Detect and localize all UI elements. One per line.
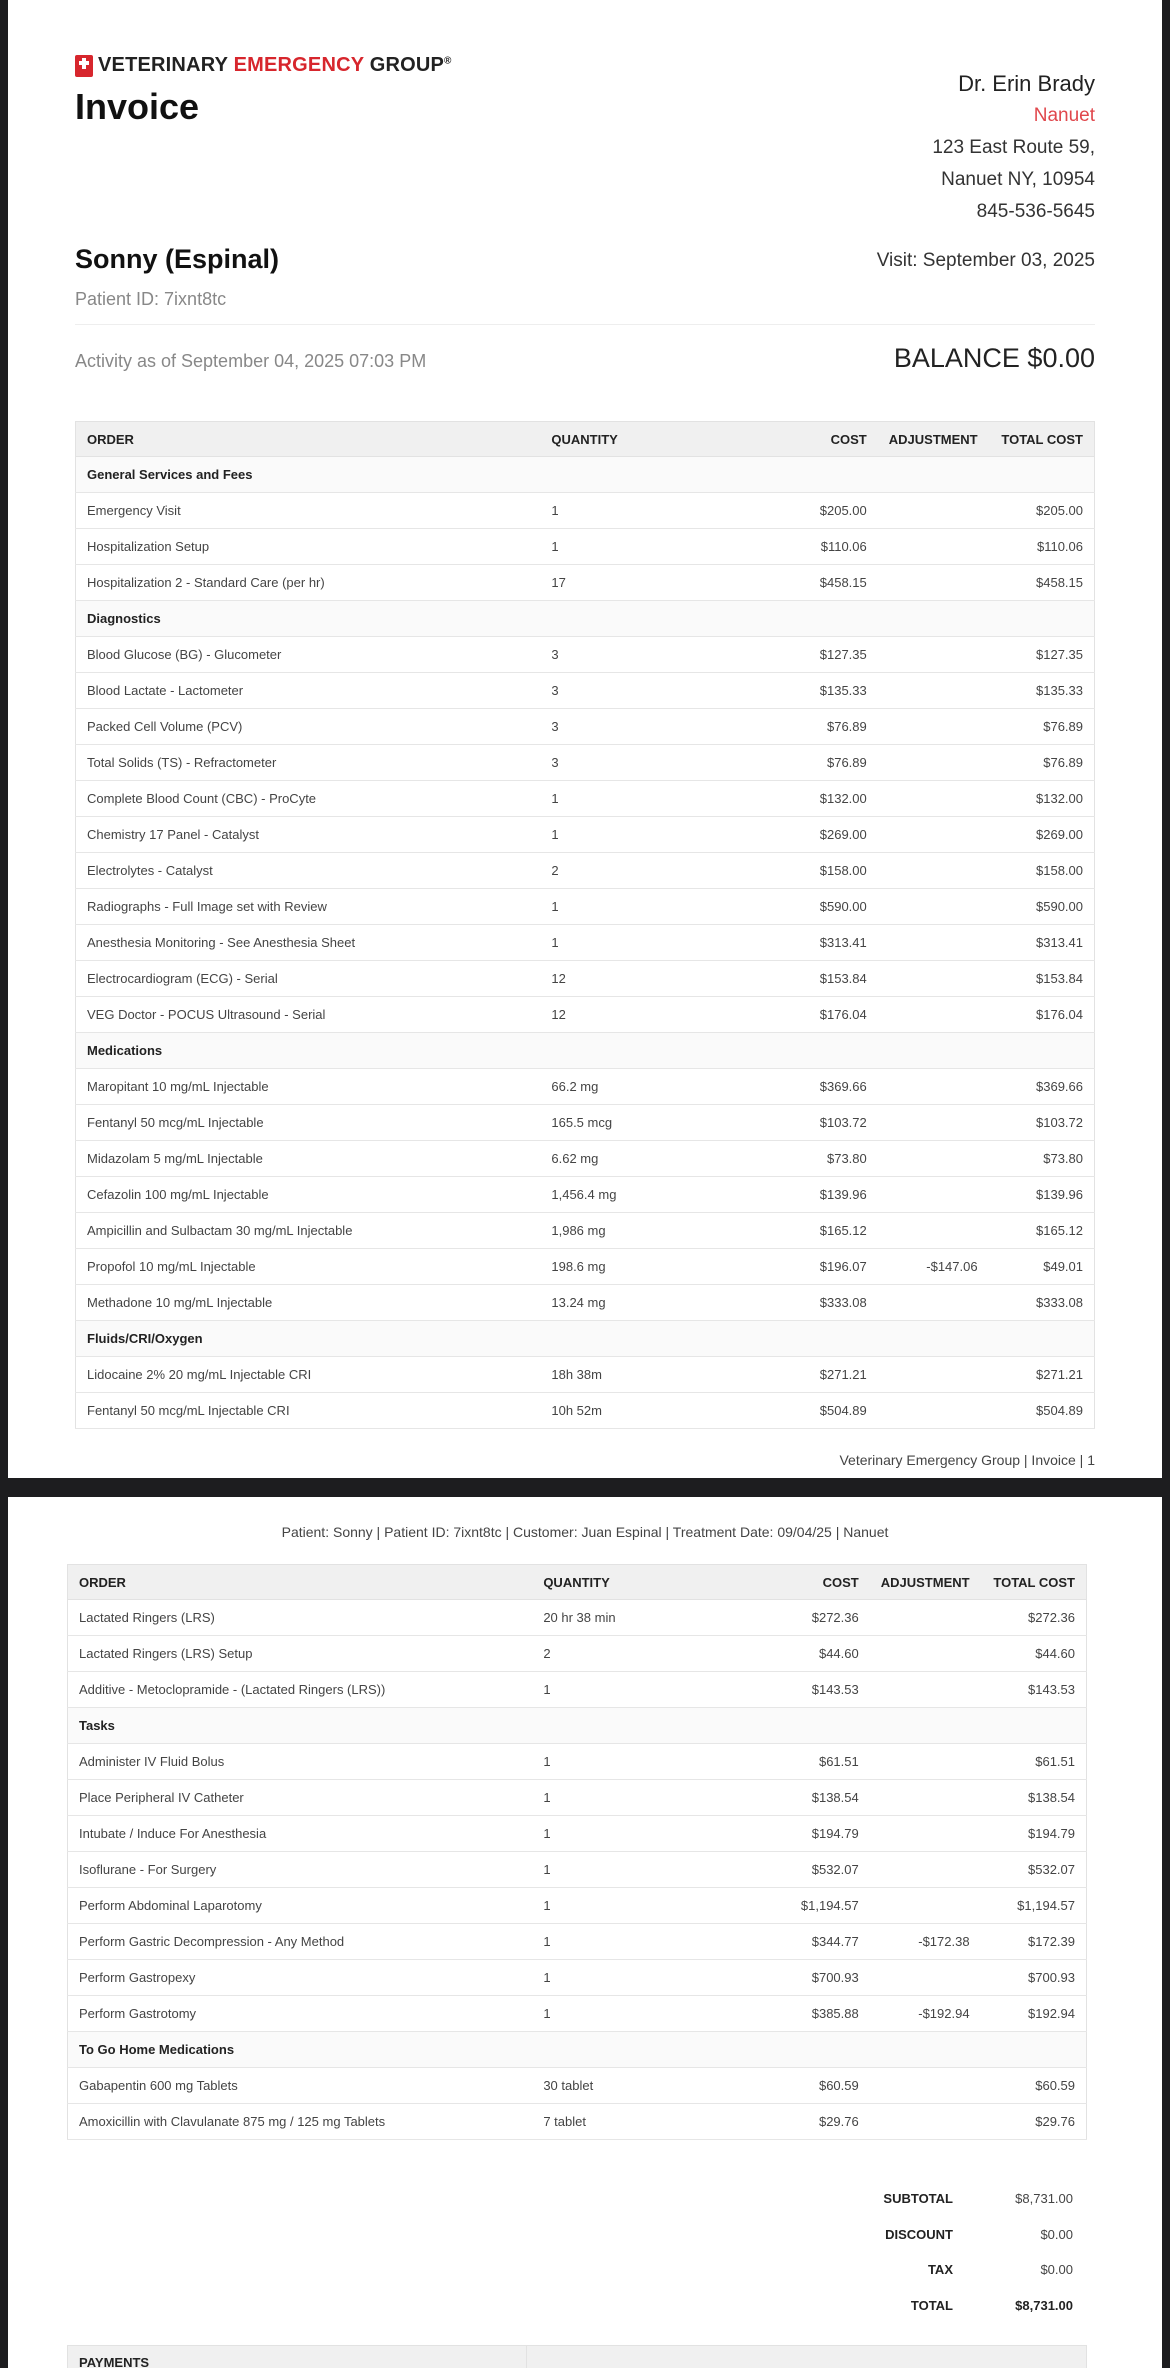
balance: BALANCE $0.00: [893, 343, 1095, 373]
cell-order: Propofol 10 mg/mL Injectable: [76, 1249, 541, 1285]
cell-total-cost: $590.00: [989, 889, 1095, 925]
section-title: Medications: [76, 1033, 1095, 1069]
cell-total-cost: $269.00: [989, 817, 1095, 853]
doctor-name: Dr. Erin Brady: [958, 71, 1095, 96]
cell-adjustment: [878, 889, 989, 925]
section-header-row: [76, 1321, 1095, 1357]
table-row: [76, 1105, 1095, 1141]
cell-order: Perform Abdominal Laparotomy: [68, 1888, 533, 1924]
cell-total-cost: $139.96: [989, 1177, 1095, 1213]
cell-order: Methadone 10 mg/mL Injectable: [76, 1285, 541, 1321]
cell-total-cost: $110.06: [989, 529, 1095, 565]
cell-total-cost: $458.15: [989, 565, 1095, 601]
cell-cost: $532.07: [758, 1852, 870, 1888]
totals-value: $0.00: [1040, 2262, 1073, 2278]
table-row: [76, 817, 1095, 853]
table-row: [76, 1069, 1095, 1105]
cell-quantity: 2: [532, 1636, 758, 1672]
totals-label: TOTAL: [910, 2297, 953, 2313]
cell-adjustment: [878, 817, 989, 853]
cell-total-cost: $143.53: [981, 1672, 1087, 1708]
logo-text-veterinary: VETERINARY: [98, 54, 228, 76]
cell-quantity: 1: [532, 1996, 758, 2032]
cell-adjustment: [878, 493, 989, 529]
cell-adjustment: [878, 997, 989, 1033]
cell-order: Emergency Visit: [76, 493, 541, 529]
cell-order: Isoflurane - For Surgery: [68, 1852, 533, 1888]
cell-adjustment: [878, 1105, 989, 1141]
table-row: [76, 1177, 1095, 1213]
section-title: Fluids/CRI/Oxygen: [76, 1321, 1095, 1357]
cell-adjustment: [878, 781, 989, 817]
table-row: [68, 2068, 1087, 2104]
column-header-order: ORDER: [68, 1565, 533, 1600]
cell-total-cost: $49.01: [989, 1249, 1095, 1285]
column-header-total-cost: TOTAL COST: [989, 422, 1095, 457]
cell-total-cost: $61.51: [981, 1744, 1087, 1780]
column-header-adjustment: ADJUSTMENT: [870, 1565, 981, 1600]
cell-cost: $196.07: [766, 1249, 878, 1285]
cell-total-cost: $103.72: [989, 1105, 1095, 1141]
column-header-adjustment: ADJUSTMENT: [878, 422, 989, 457]
cell-adjustment: [870, 2068, 981, 2104]
cell-quantity: 1: [540, 925, 766, 961]
invoice-page-1: [8, 0, 1162, 1478]
cell-adjustment: [870, 1636, 981, 1672]
cell-order: Perform Gastropexy: [68, 1960, 533, 1996]
registered-mark: ®: [444, 55, 452, 67]
column-header-cost: COST: [766, 422, 878, 457]
cell-quantity: 30 tablet: [532, 2068, 758, 2104]
cell-quantity: 1: [540, 493, 766, 529]
cell-cost: $135.33: [766, 673, 878, 709]
totals-row-tax: [860, 2252, 1084, 2288]
cell-total-cost: $504.89: [989, 1393, 1095, 1429]
table-row: [76, 565, 1095, 601]
cell-total-cost: $138.54: [981, 1780, 1087, 1816]
cell-adjustment: [878, 565, 989, 601]
cell-adjustment: [878, 1177, 989, 1213]
cell-quantity: 1: [532, 1852, 758, 1888]
cell-total-cost: $60.59: [981, 2068, 1087, 2104]
cell-quantity: 1: [532, 1816, 758, 1852]
payments-column-divider: [526, 2346, 527, 2368]
cell-cost: $29.76: [758, 2104, 870, 2140]
invoice-items-table-continued: [67, 1564, 1087, 2140]
table-row: [68, 1600, 1087, 1636]
cell-total-cost: $165.12: [989, 1213, 1095, 1249]
cell-order: Hospitalization 2 - Standard Care (per hr): [76, 565, 541, 601]
cell-order: Electrolytes - Catalyst: [76, 853, 541, 889]
cell-cost: $61.51: [758, 1744, 870, 1780]
cell-cost: $44.60: [758, 1636, 870, 1672]
cell-total-cost: $158.00: [989, 853, 1095, 889]
cell-cost: $158.00: [766, 853, 878, 889]
cell-adjustment: [870, 1960, 981, 1996]
cell-cost: $313.41: [766, 925, 878, 961]
totals-value: $0.00: [1040, 2226, 1073, 2242]
cell-total-cost: $172.39: [981, 1924, 1087, 1960]
totals-value: $8,731.00: [1015, 2191, 1073, 2207]
section-title: To Go Home Medications: [68, 2032, 1087, 2068]
cell-adjustment: [878, 961, 989, 997]
cell-cost: $369.66: [766, 1069, 878, 1105]
section-title: Tasks: [68, 1708, 1087, 1744]
table-row: [76, 889, 1095, 925]
cell-total-cost: $313.41: [989, 925, 1095, 961]
cell-adjustment: [878, 673, 989, 709]
cell-order: Additive - Metoclopramide - (Lactated Ringers (LRS)): [68, 1672, 533, 1708]
clinic-address-line2: Nanuet NY, 10954: [941, 169, 1095, 190]
cell-order: Packed Cell Volume (PCV): [76, 709, 541, 745]
cell-adjustment: [878, 1285, 989, 1321]
cell-cost: $458.15: [766, 565, 878, 601]
table-row: [76, 637, 1095, 673]
cell-total-cost: $205.00: [989, 493, 1095, 529]
patient-id: Patient ID: 7ixnt8tc: [75, 289, 227, 309]
cell-adjustment: [878, 1357, 989, 1393]
cell-quantity: 12: [540, 997, 766, 1033]
cell-cost: $272.36: [758, 1600, 870, 1636]
section-header-row: [76, 1033, 1095, 1069]
cell-order: Hospitalization Setup: [76, 529, 541, 565]
cell-total-cost: $44.60: [981, 1636, 1087, 1672]
divider: [75, 324, 1095, 325]
cell-quantity: 1: [540, 529, 766, 565]
cell-quantity: 17: [540, 565, 766, 601]
cell-adjustment: [870, 1816, 981, 1852]
payments-label: PAYMENTS: [79, 2355, 150, 2368]
cell-order: VEG Doctor - POCUS Ultrasound - Serial: [76, 997, 541, 1033]
cell-total-cost: $271.21: [989, 1357, 1095, 1393]
cell-total-cost: $333.08: [989, 1285, 1095, 1321]
cell-quantity: 13.24 mg: [540, 1285, 766, 1321]
table-row: [68, 1996, 1087, 2032]
totals-label: SUBTOTAL: [883, 2191, 953, 2207]
cell-adjustment: [878, 745, 989, 781]
table-row: [76, 1213, 1095, 1249]
page-footer: Veterinary Emergency Group | Invoice | 1: [839, 1452, 1095, 1468]
cell-total-cost: $76.89: [989, 745, 1095, 781]
cell-quantity: 3: [540, 637, 766, 673]
totals-row-discount: [860, 2217, 1084, 2253]
clinic-phone: 845-536-5645: [976, 201, 1095, 222]
company-logo: [75, 54, 452, 77]
cell-cost: $165.12: [766, 1213, 878, 1249]
cell-adjustment: [878, 1213, 989, 1249]
cell-quantity: 1: [540, 817, 766, 853]
cell-quantity: 3: [540, 745, 766, 781]
cell-total-cost: $73.80: [989, 1141, 1095, 1177]
cell-quantity: 165.5 mcg: [540, 1105, 766, 1141]
cell-cost: $269.00: [766, 817, 878, 853]
table-row: [68, 1924, 1087, 1960]
column-header-quantity: QUANTITY: [532, 1565, 758, 1600]
cell-cost: $194.79: [758, 1816, 870, 1852]
cell-quantity: 1: [540, 889, 766, 925]
cell-quantity: 1: [532, 1780, 758, 1816]
cell-total-cost: $29.76: [981, 2104, 1087, 2140]
table-row: [68, 1780, 1087, 1816]
cell-order: Place Peripheral IV Catheter: [68, 1780, 533, 1816]
cell-order: Fentanyl 50 mcg/mL Injectable: [76, 1105, 541, 1141]
cross-logo-icon: [75, 55, 93, 77]
cell-adjustment: [870, 1600, 981, 1636]
cell-quantity: 6.62 mg: [540, 1141, 766, 1177]
table-row: [76, 1249, 1095, 1285]
section-header-row: [76, 601, 1095, 637]
totals-label: TAX: [927, 2262, 953, 2278]
table-row: [76, 781, 1095, 817]
cell-total-cost: $532.07: [981, 1852, 1087, 1888]
cell-adjustment: [878, 1393, 989, 1429]
table-row: [76, 493, 1095, 529]
cell-adjustment: [870, 1744, 981, 1780]
cell-order: Lactated Ringers (LRS) Setup: [68, 1636, 533, 1672]
table-row: [76, 709, 1095, 745]
table-row: [68, 1672, 1087, 1708]
cell-total-cost: $272.36: [981, 1600, 1087, 1636]
cell-cost: $76.89: [766, 745, 878, 781]
table-row: [68, 1888, 1087, 1924]
table-header-row: [76, 422, 1095, 457]
cell-cost: $504.89: [766, 1393, 878, 1429]
logo-text-group: GROUP: [369, 54, 445, 76]
table-row: [68, 1852, 1087, 1888]
cell-order: Administer IV Fluid Bolus: [68, 1744, 533, 1780]
section-title: General Services and Fees: [76, 457, 1095, 493]
cell-quantity: 7 tablet: [532, 2104, 758, 2140]
payments-header: [67, 2345, 1087, 2368]
cell-cost: $138.54: [758, 1780, 870, 1816]
cell-cost: $700.93: [758, 1960, 870, 1996]
table-row: [76, 745, 1095, 781]
cell-cost: $73.80: [766, 1141, 878, 1177]
cell-cost: $385.88: [758, 1996, 870, 2032]
cell-adjustment: -$192.94: [870, 1996, 981, 2032]
cell-quantity: 12: [540, 961, 766, 997]
invoice-items-table: [75, 421, 1095, 1429]
cell-total-cost: $700.93: [981, 1960, 1087, 1996]
column-header-total-cost: TOTAL COST: [981, 1565, 1087, 1600]
cell-adjustment: -$172.38: [870, 1924, 981, 1960]
cell-adjustment: [870, 1780, 981, 1816]
cell-quantity: 66.2 mg: [540, 1069, 766, 1105]
cell-cost: $132.00: [766, 781, 878, 817]
totals-label: DISCOUNT: [885, 2226, 953, 2242]
cell-order: Perform Gastrotomy: [68, 1996, 533, 2032]
cell-quantity: 2: [540, 853, 766, 889]
cell-cost: $344.77: [758, 1924, 870, 1960]
cell-order: Anesthesia Monitoring - See Anesthesia Sheet: [76, 925, 541, 961]
table-row: [76, 529, 1095, 565]
doctor-info: [932, 68, 1095, 228]
table-row: [76, 1141, 1095, 1177]
table-row: [76, 673, 1095, 709]
cell-order: Perform Gastric Decompression - Any Method: [68, 1924, 533, 1960]
cell-quantity: 3: [540, 673, 766, 709]
cell-cost: $76.89: [766, 709, 878, 745]
cell-order: Lactated Ringers (LRS): [68, 1600, 533, 1636]
table-row: [68, 1960, 1087, 1996]
clinic-name: Nanuet: [1033, 105, 1095, 126]
cell-order: Blood Lactate - Lactometer: [76, 673, 541, 709]
cell-quantity: 1: [532, 1672, 758, 1708]
column-header-cost: COST: [758, 1565, 870, 1600]
cell-order: Blood Glucose (BG) - Glucometer: [76, 637, 541, 673]
clinic-address-line1: 123 East Route 59,: [932, 137, 1095, 158]
cell-total-cost: $176.04: [989, 997, 1095, 1033]
table-row: [68, 2104, 1087, 2140]
cell-order: Chemistry 17 Panel - Catalyst: [76, 817, 541, 853]
cell-adjustment: [870, 2104, 981, 2140]
cell-total-cost: $153.84: [989, 961, 1095, 997]
cell-order: Maropitant 10 mg/mL Injectable: [76, 1069, 541, 1105]
cell-adjustment: [878, 925, 989, 961]
cell-order: Radiographs - Full Image set with Review: [76, 889, 541, 925]
cell-order: Amoxicillin with Clavulanate 875 mg / 125 mg Tablets: [68, 2104, 533, 2140]
cell-order: Fentanyl 50 mcg/mL Injectable CRI: [76, 1393, 541, 1429]
cell-order: Midazolam 5 mg/mL Injectable: [76, 1141, 541, 1177]
cell-total-cost: $194.79: [981, 1816, 1087, 1852]
cell-cost: $127.35: [766, 637, 878, 673]
cell-adjustment: [870, 1672, 981, 1708]
cell-cost: $139.96: [766, 1177, 878, 1213]
cell-total-cost: $135.33: [989, 673, 1095, 709]
cell-adjustment: [878, 637, 989, 673]
invoice-totals: [860, 2181, 1084, 2323]
cell-order: Intubate / Induce For Anesthesia: [68, 1816, 533, 1852]
cell-quantity: 18h 38m: [540, 1357, 766, 1393]
cell-quantity: 10h 52m: [540, 1393, 766, 1429]
table-row: [76, 925, 1095, 961]
cell-cost: $60.59: [758, 2068, 870, 2104]
totals-row-total: [860, 2288, 1084, 2324]
table-header-row: [68, 1565, 1087, 1600]
cell-cost: $176.04: [766, 997, 878, 1033]
table-row: [68, 1636, 1087, 1672]
table-row: [76, 961, 1095, 997]
cell-adjustment: [878, 853, 989, 889]
cell-adjustment: [878, 709, 989, 745]
cell-total-cost: $132.00: [989, 781, 1095, 817]
cell-quantity: 198.6 mg: [540, 1249, 766, 1285]
table-row: [76, 997, 1095, 1033]
table-row: [76, 1393, 1095, 1429]
column-header-order: ORDER: [76, 422, 541, 457]
cell-quantity: 1: [532, 1924, 758, 1960]
section-title: Diagnostics: [76, 601, 1095, 637]
cell-adjustment: [870, 1888, 981, 1924]
cell-order: Cefazolin 100 mg/mL Injectable: [76, 1177, 541, 1213]
cell-order: Ampicillin and Sulbactam 30 mg/mL Injectable: [76, 1213, 541, 1249]
cell-adjustment: [878, 529, 989, 565]
cell-adjustment: [878, 1141, 989, 1177]
section-header-row: [68, 1708, 1087, 1744]
table-row: [76, 853, 1095, 889]
table-row: [76, 1357, 1095, 1393]
cell-total-cost: $369.66: [989, 1069, 1095, 1105]
cell-quantity: 20 hr 38 min: [532, 1600, 758, 1636]
cell-cost: $153.84: [766, 961, 878, 997]
cell-cost: $1,194.57: [758, 1888, 870, 1924]
cell-adjustment: [870, 1852, 981, 1888]
table-row: [68, 1744, 1087, 1780]
column-header-quantity: QUANTITY: [540, 422, 766, 457]
activity-timestamp: Activity as of September 04, 2025 07:03 PM: [75, 351, 427, 371]
cell-quantity: 1: [532, 1744, 758, 1780]
logo-text-emergency: EMERGENCY: [233, 54, 364, 76]
cell-cost: $271.21: [766, 1357, 878, 1393]
cell-quantity: 3: [540, 709, 766, 745]
cell-cost: $110.06: [766, 529, 878, 565]
cell-order: Lidocaine 2% 20 mg/mL Injectable CRI: [76, 1357, 541, 1393]
cell-order: Gabapentin 600 mg Tablets: [68, 2068, 533, 2104]
cell-adjustment: -$147.06: [878, 1249, 989, 1285]
table-row: [76, 1285, 1095, 1321]
cell-adjustment: [878, 1069, 989, 1105]
cell-total-cost: $76.89: [989, 709, 1095, 745]
page-2-header: Patient: Sonny | Patient ID: 7ixnt8tc | Customer: Juan Espinal | Treatment Date: 09/04/25 | Nanuet: [281, 1524, 889, 1540]
totals-value: $8,731.00: [1015, 2297, 1073, 2313]
cell-quantity: 1,456.4 mg: [540, 1177, 766, 1213]
cell-quantity: 1,986 mg: [540, 1213, 766, 1249]
cell-quantity: 1: [532, 1960, 758, 1996]
cell-cost: $103.72: [766, 1105, 878, 1141]
cell-order: Complete Blood Count (CBC) - ProCyte: [76, 781, 541, 817]
cell-cost: $205.00: [766, 493, 878, 529]
visit-date: Visit: September 03, 2025: [876, 250, 1095, 271]
cell-total-cost: $1,194.57: [981, 1888, 1087, 1924]
cell-cost: $590.00: [766, 889, 878, 925]
cell-cost: $143.53: [758, 1672, 870, 1708]
cell-total-cost: $192.94: [981, 1996, 1087, 2032]
cell-quantity: 1: [540, 781, 766, 817]
section-header-row: [68, 2032, 1087, 2068]
cell-order: Total Solids (TS) - Refractometer: [76, 745, 541, 781]
cell-cost: $333.08: [766, 1285, 878, 1321]
invoice-title: Invoice: [75, 86, 200, 127]
totals-row-subtotal: [860, 2181, 1084, 2217]
cell-total-cost: $127.35: [989, 637, 1095, 673]
cell-quantity: 1: [532, 1888, 758, 1924]
patient-name: Sonny (Espinal): [75, 244, 280, 274]
cell-order: Electrocardiogram (ECG) - Serial: [76, 961, 541, 997]
section-header-row: [76, 457, 1095, 493]
table-row: [68, 1816, 1087, 1852]
